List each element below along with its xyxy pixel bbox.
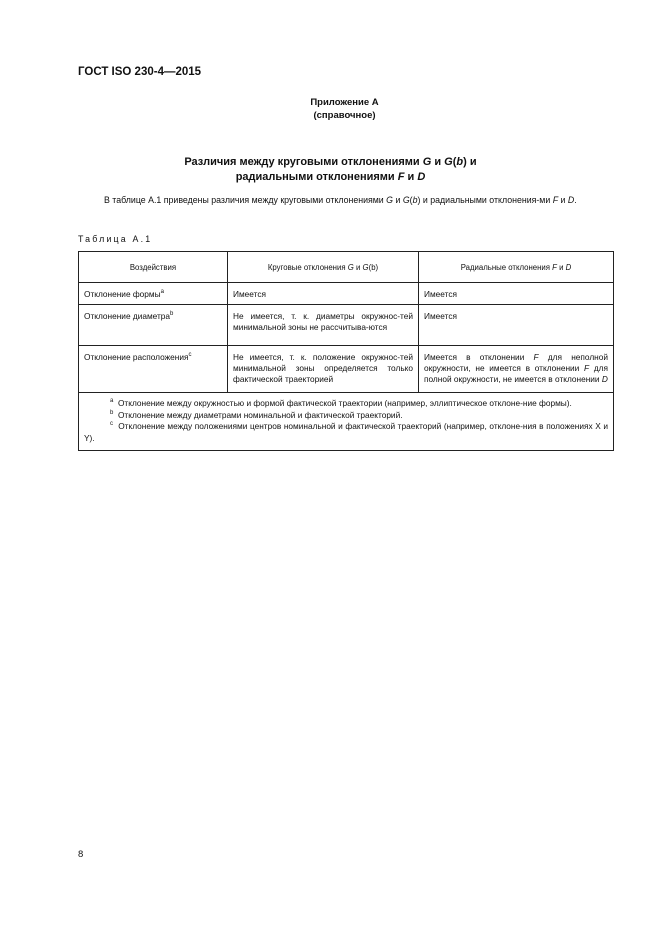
table-row [79, 346, 614, 393]
table-header-row [79, 252, 614, 283]
annex-type: (справочное) [313, 110, 376, 121]
footnote: $^a$ Отклонение между окружностью и формой фактической траектории (например, эллиптическое отклоне-ние формы). [110, 398, 572, 408]
cell-effect: Отклонение диаметра$^b$ [79, 305, 228, 346]
cell-radial: Имеется [419, 305, 614, 346]
table-footnotes-row [79, 393, 614, 451]
intro-paragraph: В таблице А.1 приведены различия между круговыми отклонениями G и G(b) и радиальными отклонения-ми F и D. [104, 195, 577, 205]
footnotes-cell [79, 393, 614, 451]
cell-circular: Не имеется, т. к. диаметры окружнос-тей минимальной зоны не рассчитыва-ются [228, 305, 419, 346]
section-title: Различия между круговыми отклонениями G и G(b) и радиальными отклонениями F и D [184, 156, 477, 183]
table-row [79, 305, 614, 346]
cell-circular: Имеется [228, 283, 419, 305]
cell-radial: Имеется [419, 283, 614, 305]
differences-table [78, 251, 614, 451]
cell-effect: Отклонение расположения$^c$ [79, 346, 228, 393]
footnote: $^c$ Отклонение между положениями центров номинальной и фактической траекторий (например, отклоне-ния в положениях X и Y). [84, 421, 608, 443]
cell-effect: Отклонение формы$^a$ [79, 283, 228, 305]
table-caption: Таблица А.1 [78, 234, 153, 244]
cell-circular: Не имеется, т. к. положение окружнос-тей минимальной зоны определяется только фактической траекторией [228, 346, 419, 393]
page-number: 8 [78, 849, 84, 860]
header-radial: Радиальные отклонения F и D [419, 252, 614, 283]
header-effects: Воздействия [79, 252, 228, 283]
document-code: ГОСТ ISO 230-4—2015 [78, 66, 202, 78]
annex-title: Приложение А [310, 97, 379, 108]
table-row [79, 283, 614, 305]
header-circular: Круговые отклонения G и G(b) [228, 252, 419, 283]
cell-radial: Имеется в отклонении F для неполной окружности, не имеется в отклонении F для полной окружности, не имеется в отклонении D [419, 346, 614, 393]
footnote: $^b$ Отклонение между диаметрами номинальной и фактической траекторий. [110, 409, 403, 420]
